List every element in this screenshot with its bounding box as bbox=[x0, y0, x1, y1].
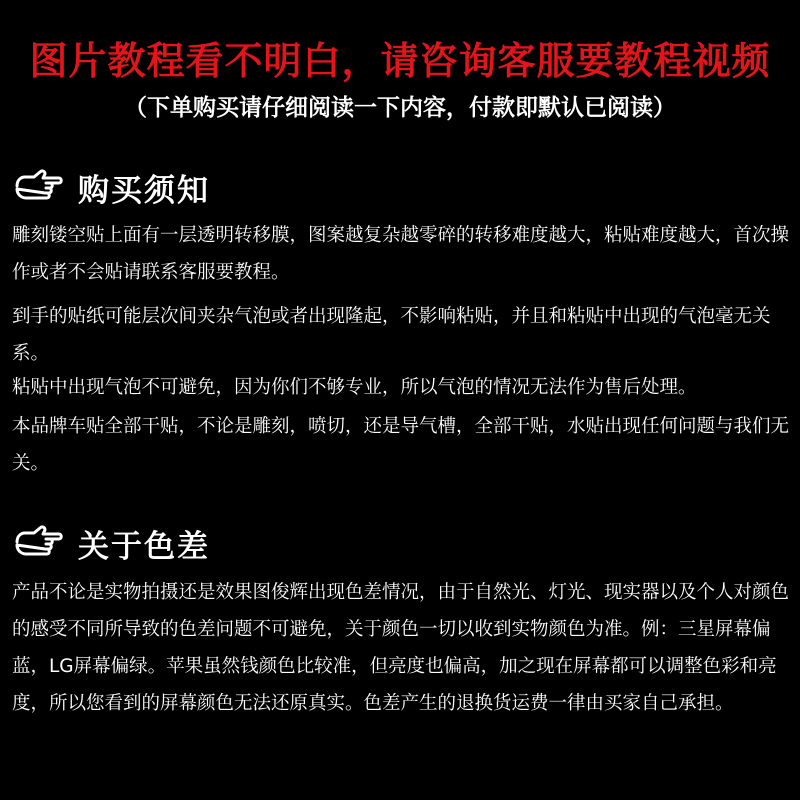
paragraph: 本品牌车贴全部干贴，不论是雕刻，喷切，还是导气槽，全部干贴，水贴出现任何问题与我们无关。 bbox=[12, 416, 790, 474]
paragraph: 雕刻镂空贴上面有一层透明转移膜，图案越复杂越零碎的转移难度越大，粘贴难度越大，首次操作或者不会贴请联系客服要教程。 bbox=[12, 225, 790, 283]
pointing-hand-icon bbox=[14, 525, 64, 561]
pointing-hand-icon bbox=[14, 169, 64, 205]
paragraph: 粘贴中出现气泡不可避免，因为你们不够专业，所以气泡的情况无法作为售后处理。 bbox=[12, 377, 697, 398]
section-heading-purchase-notice bbox=[14, 162, 210, 212]
section-heading-color-difference bbox=[14, 518, 210, 568]
paragraph: 产品不论是实物拍摄还是效果图俊辉出现色差情况，由于自然光、灯光、现实器以及个人对颜色的感受不同所导致的色差问题不可避免，关于颜色一切以收到实物颜色为准。例：三星屏幕偏蓝，LG屏幕偏绿。苹果虽然钱颜色比较准，但亮度也偏高，加之现在屏幕都可以调整色彩和亮度，所以您看到的屏幕颜色无法还原真实。色差产生的退换货运费一律由买家自己承担。 bbox=[12, 582, 790, 714]
section-title: 关于色差 bbox=[78, 528, 210, 565]
section-title: 购买须知 bbox=[78, 172, 210, 209]
paragraph: 到手的贴纸可能层次间夹杂气泡或者出现隆起，不影响粘贴，并且和粘贴中出现的气泡毫无关系。 bbox=[12, 306, 771, 364]
headline: 图片教程看不明白，请咨询客服要教程视频 bbox=[29, 39, 771, 83]
subline: （下单购买请仔细阅读一下内容，付款即默认已阅读） bbox=[124, 95, 676, 121]
